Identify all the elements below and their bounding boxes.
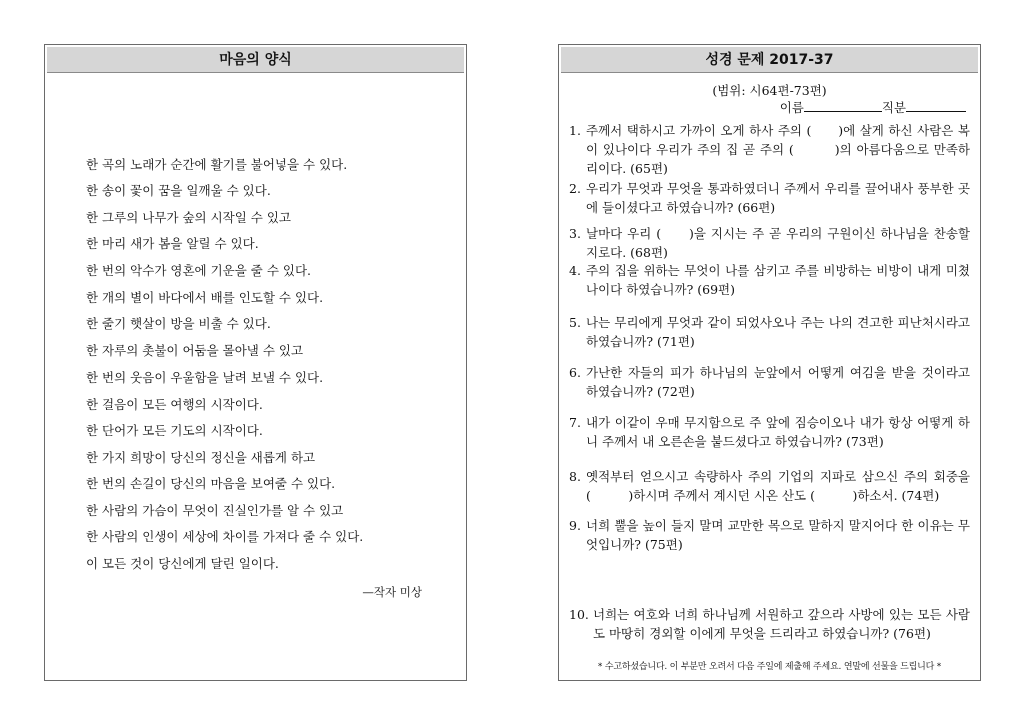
poem-line: 한 번의 웃음이 우울함을 날려 보낼 수 있다. (86, 370, 324, 385)
question-number: 8. (569, 469, 581, 484)
question-item (569, 224, 970, 262)
name-label: 이름 (779, 100, 804, 115)
question-text: 우리가 무엇과 무엇을 통과하였더니 주께서 우리를 끌어내사 풍부한 곳에 들이셨다고 하였습니까? (66편) (586, 181, 970, 215)
question-text: 옛적부터 얻으시고 속량하사 주의 기업의 지파로 삼으신 주의 회중을 ( )하시며 주께서 계시던 시온 산도 ( )하소서. (74편) (586, 469, 970, 503)
question-item (569, 363, 970, 401)
position-blank[interactable] (906, 99, 966, 112)
quiz-panel (558, 44, 981, 681)
question-item (569, 121, 970, 178)
poem-line: 한 개의 별이 바다에서 배를 인도할 수 있다. (86, 290, 324, 305)
question-number: 6. (569, 365, 581, 380)
quiz-range: (범위: 시64편-73편) (712, 83, 827, 98)
poem-line: 한 번의 악수가 영혼에 기운을 줄 수 있다. (86, 263, 311, 278)
question-text: 너희는 여호와 너희 하나님께 서원하고 갚으라 사방에 있는 모든 사람도 마땅히 경외할 이에게 무엇을 드리라고 하였습니까? (76편) (593, 607, 970, 641)
name-blank[interactable] (804, 99, 882, 112)
poem-author: —작자 미상 (362, 585, 422, 599)
question-text: 내가 이같이 우매 무지함으로 주 앞에 짐승이오나 내가 항상 어떻게 하니 주께서 내 오른손을 붙드셨다고 하였습니까? (73편) (586, 415, 970, 449)
question-text: 너희 뿔을 높이 들지 말며 교만한 목으로 말하지 말지어다 한 이유는 무엇입니까? (75편) (586, 518, 970, 552)
question-item (569, 467, 970, 505)
question-item (569, 179, 970, 217)
question-number: 2. (569, 181, 581, 196)
poem-line: 한 곡의 노래가 순간에 활기를 불어넣을 수 있다. (86, 157, 348, 172)
question-item (569, 605, 970, 643)
question-text: 나는 무리에게 무엇과 같이 되었사오나 주는 나의 견고한 피난처시라고 하였습니까? (71편) (586, 315, 970, 349)
poem-line: 한 사람의 인생이 세상에 차이를 가져다 줄 수 있다. (86, 529, 364, 544)
poem-line: 한 가지 희망이 당신의 정신을 새롭게 하고 (86, 450, 316, 465)
poem-line: 한 그루의 나무가 숲의 시작일 수 있고 (86, 210, 291, 225)
question-text: 주의 집을 위하는 무엇이 나를 삼키고 주를 비방하는 비방이 내게 미쳤나이다 하였습니까? (69편) (586, 263, 970, 297)
name-row (780, 98, 966, 116)
poem-line: 한 줄기 햇살이 방을 비출 수 있다. (86, 316, 271, 331)
question-number: 1. (569, 123, 581, 138)
question-number: 9. (569, 518, 581, 533)
question-number: 10. (569, 607, 589, 622)
position-label: 직분 (881, 100, 906, 115)
quiz-footer: * 수고하셨습니다. 이 부분만 오려서 다음 주일에 제출해 주세요. 연말에 선물을 드립니다 * (597, 662, 942, 672)
question-item (569, 516, 970, 554)
question-number: 7. (569, 415, 581, 430)
question-number: 3. (569, 226, 581, 241)
question-item (569, 313, 970, 351)
poem-line: 한 자루의 촛불이 어둠을 몰아낼 수 있고 (86, 343, 304, 358)
question-item (569, 413, 970, 451)
poem-line: 한 단어가 모든 기도의 시작이다. (86, 423, 263, 438)
question-number: 5. (569, 315, 581, 330)
poem-line: 한 사람의 가슴이 무엇이 진실인가를 알 수 있고 (86, 503, 344, 518)
question-text: 날마다 우리 ( )을 지시는 주 곧 우리의 구원이신 하나님을 찬송할지로다. (68편) (586, 226, 970, 260)
question-item (569, 261, 970, 299)
poem-line: 한 번의 손길이 당신의 마음을 보여줄 수 있다. (86, 476, 336, 491)
poem-line: 한 송이 꽃이 꿈을 일깨울 수 있다. (86, 183, 271, 198)
poem-title: 마음의 양식 (47, 47, 464, 73)
question-text: 가난한 자들의 피가 하나님의 눈앞에서 어떻게 여김을 받을 것이라고 하였습니까? (72편) (586, 365, 970, 399)
quiz-title: 성경 문제 2017-37 (561, 47, 978, 73)
question-number: 4. (569, 263, 581, 278)
poem-panel (44, 44, 467, 681)
poem-line: 한 걸음이 모든 여행의 시작이다. (86, 397, 263, 412)
question-text: 주께서 택하시고 가까이 오게 하사 주의 ( )에 살게 하신 사람은 복이 있나이다 우리가 주의 집 곧 주의 ( )의 아름다움으로 만족하리이다. (65편) (586, 123, 970, 176)
poem-line: 한 마리 새가 봄을 알릴 수 있다. (86, 236, 259, 251)
poem-line: 이 모든 것이 당신에게 달린 일이다. (86, 556, 279, 571)
